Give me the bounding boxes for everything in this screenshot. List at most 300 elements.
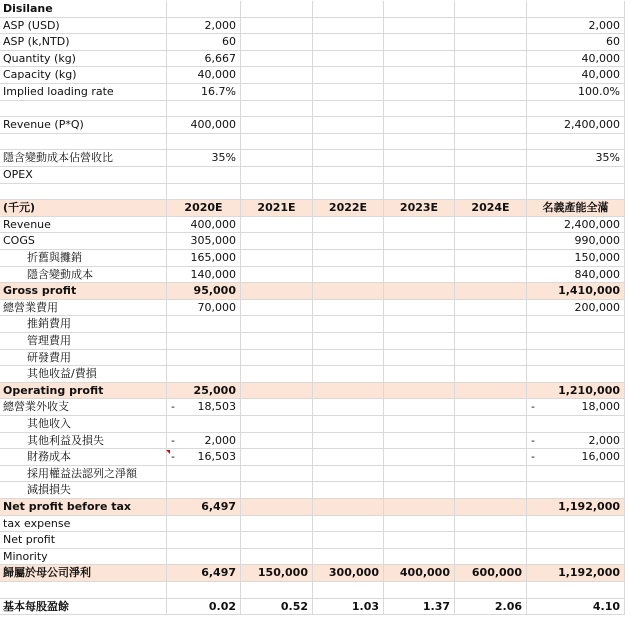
value-cell[interactable] [527,532,625,549]
cell-text: 1,192,000 [558,500,620,513]
row-label[interactable]: 其他收益/費損 [0,366,167,383]
sheet-row [0,184,625,201]
value-cell[interactable] [241,283,313,300]
value-cell[interactable] [455,1,527,18]
value-cell[interactable] [455,217,527,234]
row-label[interactable]: Revenue [0,217,167,234]
value-cell[interactable] [167,101,241,118]
negative-sign: - [531,433,535,447]
value-cell[interactable] [313,466,384,483]
value-cell[interactable] [167,549,241,566]
cell-text: 100.0% [578,85,620,98]
value-cell[interactable] [455,499,527,516]
cell-text: 1.03 [351,599,379,613]
row-label[interactable] [0,134,167,151]
value-cell[interactable] [313,366,384,383]
value-cell[interactable] [384,549,455,566]
value-cell[interactable] [241,549,313,566]
value-cell[interactable] [241,333,313,350]
value-cell[interactable] [527,233,625,250]
value-cell[interactable] [313,101,384,118]
cell-text: 2,000 [588,18,620,32]
value-cell[interactable] [384,267,455,284]
value-cell[interactable] [455,565,527,582]
value-cell[interactable] [527,134,625,151]
sheet-row [0,134,625,151]
value-cell[interactable] [455,449,527,466]
row-label[interactable]: Implied loading rate [0,84,167,101]
row-label[interactable]: 基本每股盈餘 [0,599,167,616]
value-cell[interactable] [455,316,527,333]
cell-text: 600,000 [471,566,522,580]
value-cell[interactable] [455,582,527,599]
row-label[interactable]: 折舊與攤銷 [0,250,167,267]
value-cell[interactable] [241,466,313,483]
value-cell[interactable] [167,1,241,18]
value-cell[interactable] [313,449,384,466]
value-cell[interactable] [384,84,455,101]
value-cell[interactable] [167,416,241,433]
value-cell[interactable] [527,582,625,599]
cell-text: 1.37 [422,599,450,613]
value-cell[interactable] [241,532,313,549]
value-cell[interactable] [384,582,455,599]
value-cell[interactable] [313,383,384,400]
value-cell[interactable] [384,366,455,383]
value-cell[interactable] [313,532,384,549]
cell-text: 2,000 [588,433,620,447]
value-cell[interactable] [313,582,384,599]
row-label[interactable]: 隱含變動成本 [0,267,167,284]
value-cell[interactable] [167,599,241,616]
value-cell[interactable] [527,516,625,533]
value-cell[interactable] [167,383,241,400]
value-cell[interactable] [384,399,455,416]
row-label[interactable]: ASP (USD) [0,18,167,35]
row-label[interactable]: 其他利益及損失 [0,433,167,450]
sheet-row [0,34,625,51]
value-cell[interactable] [241,217,313,234]
value-cell[interactable] [313,416,384,433]
value-cell[interactable] [455,333,527,350]
sheet-row [0,51,625,68]
row-label[interactable]: 管理費用 [0,333,167,350]
value-cell[interactable] [313,250,384,267]
value-cell[interactable] [167,117,241,134]
value-cell[interactable] [313,34,384,51]
value-cell[interactable] [241,117,313,134]
cell-text: 2020E [184,201,223,215]
value-cell[interactable] [455,233,527,250]
value-cell[interactable] [241,433,313,450]
value-cell[interactable] [384,184,455,201]
value-cell[interactable] [527,333,625,350]
value-cell[interactable] [527,399,625,416]
value-cell[interactable] [241,316,313,333]
value-cell[interactable] [455,383,527,400]
value-cell[interactable] [527,565,625,582]
column-header[interactable] [167,200,241,217]
value-cell[interactable] [167,34,241,51]
value-cell[interactable] [527,101,625,118]
column-header[interactable] [384,200,455,217]
value-cell[interactable] [313,433,384,450]
column-header[interactable] [313,200,384,217]
sheet-row [0,549,625,566]
sheet-row [0,366,625,383]
value-cell[interactable] [527,366,625,383]
value-cell[interactable] [241,184,313,201]
value-cell[interactable] [241,366,313,383]
row-label[interactable]: 總營業費用 [0,300,167,317]
value-cell[interactable] [384,18,455,35]
value-cell[interactable] [527,51,625,68]
cell-text: 2,400,000 [564,217,620,231]
row-label[interactable]: COGS [0,233,167,250]
value-cell[interactable] [241,565,313,582]
value-cell[interactable] [241,449,313,466]
value-cell[interactable] [241,399,313,416]
value-cell[interactable] [241,416,313,433]
value-cell[interactable] [527,316,625,333]
value-cell[interactable] [384,383,455,400]
value-cell[interactable] [167,217,241,234]
value-cell[interactable] [167,167,241,184]
value-cell[interactable] [455,300,527,317]
value-cell[interactable] [527,549,625,566]
value-cell[interactable] [313,84,384,101]
row-label[interactable] [0,101,167,118]
cell-text: 1,192,000 [558,566,620,580]
value-cell[interactable] [313,233,384,250]
value-cell[interactable] [167,134,241,151]
value-cell[interactable] [313,399,384,416]
row-label[interactable]: Quantity (kg) [0,51,167,68]
value-cell[interactable] [527,67,625,84]
column-header[interactable] [527,200,625,217]
value-cell[interactable] [241,101,313,118]
value-cell[interactable] [455,167,527,184]
sheet-row [0,565,625,582]
cell-text: 16,000 [581,450,620,464]
value-cell[interactable] [527,466,625,483]
value-cell[interactable] [384,416,455,433]
cell-text: 名義產能全滿 [542,201,609,215]
value-cell[interactable] [313,1,384,18]
value-cell[interactable] [527,482,625,499]
value-cell[interactable] [384,449,455,466]
value-cell[interactable] [455,466,527,483]
negative-sign: - [531,400,535,414]
value-cell[interactable] [527,499,625,516]
row-label[interactable]: 其他收入 [0,416,167,433]
row-label[interactable]: OPEX [0,167,167,184]
value-cell[interactable] [455,366,527,383]
negative-sign: - [531,450,535,464]
sheet-row [0,84,625,101]
value-cell[interactable] [167,399,241,416]
value-cell[interactable] [455,84,527,101]
value-cell[interactable] [167,18,241,35]
value-cell[interactable] [313,499,384,516]
value-cell[interactable] [241,134,313,151]
value-cell[interactable] [313,217,384,234]
value-cell[interactable] [167,499,241,516]
value-cell[interactable] [527,18,625,35]
value-cell[interactable] [313,167,384,184]
value-cell[interactable] [241,18,313,35]
cell-text: 40,000 [197,68,236,82]
value-cell[interactable] [167,516,241,533]
row-label[interactable]: 採用權益法認列之淨額 [0,466,167,483]
row-label[interactable]: (千元) [0,200,167,217]
value-cell[interactable] [241,516,313,533]
row-label[interactable]: Net profit [0,532,167,549]
value-cell[interactable] [527,117,625,134]
row-label[interactable]: tax expense [0,516,167,533]
row-label[interactable]: Gross profit [0,283,167,300]
value-cell[interactable] [313,267,384,284]
value-cell[interactable] [313,51,384,68]
value-cell[interactable] [384,250,455,267]
row-label[interactable]: 減損損失 [0,482,167,499]
value-cell[interactable] [313,549,384,566]
value-cell[interactable] [167,150,241,167]
value-cell[interactable] [313,150,384,167]
value-cell[interactable] [241,233,313,250]
cell-text: 35% [211,151,236,165]
sheet-row [0,433,625,450]
value-cell[interactable] [241,167,313,184]
row-label[interactable]: ASP (k,NTD) [0,34,167,51]
row-label[interactable]: Net profit before tax [0,499,167,516]
row-label[interactable]: 推銷費用 [0,316,167,333]
cell-text: 16,503 [197,450,236,464]
value-cell[interactable] [384,532,455,549]
value-cell[interactable] [313,67,384,84]
value-cell[interactable] [313,565,384,582]
value-cell[interactable] [527,84,625,101]
value-cell[interactable] [313,482,384,499]
value-cell[interactable] [313,316,384,333]
value-cell[interactable] [455,184,527,201]
sheet-row [0,316,625,333]
cell-text: 990,000 [574,234,620,248]
sheet-row [0,499,625,516]
value-cell[interactable] [384,1,455,18]
value-cell[interactable] [455,51,527,68]
value-cell[interactable] [313,599,384,616]
value-cell[interactable] [167,333,241,350]
value-cell[interactable] [241,599,313,616]
value-cell[interactable] [384,300,455,317]
value-cell[interactable] [455,250,527,267]
sheet-row [0,350,625,367]
value-cell[interactable] [241,150,313,167]
value-cell[interactable] [384,167,455,184]
value-cell[interactable] [167,184,241,201]
value-cell[interactable] [313,300,384,317]
value-cell[interactable] [167,250,241,267]
sheet-row [0,1,625,18]
value-cell[interactable] [455,18,527,35]
value-cell[interactable] [455,267,527,284]
value-cell[interactable] [527,449,625,466]
value-cell[interactable] [384,466,455,483]
value-cell[interactable] [455,433,527,450]
value-cell[interactable] [527,150,625,167]
row-label[interactable]: 總營業外收支 [0,399,167,416]
value-cell[interactable] [241,67,313,84]
value-cell[interactable] [167,51,241,68]
value-cell[interactable] [167,482,241,499]
value-cell[interactable] [455,350,527,367]
sheet-row [0,599,625,616]
value-cell[interactable] [455,399,527,416]
value-cell[interactable] [455,416,527,433]
column-header[interactable] [455,200,527,217]
value-cell[interactable] [167,316,241,333]
column-header[interactable] [241,200,313,217]
value-cell[interactable] [384,565,455,582]
value-cell[interactable] [455,150,527,167]
value-cell[interactable] [241,84,313,101]
value-cell[interactable] [384,283,455,300]
value-cell[interactable] [527,184,625,201]
value-cell[interactable] [241,300,313,317]
value-cell[interactable] [384,101,455,118]
value-cell[interactable] [241,267,313,284]
value-cell[interactable] [527,599,625,616]
value-cell[interactable] [527,1,625,18]
value-cell[interactable] [384,316,455,333]
row-label[interactable]: Minority [0,549,167,566]
value-cell[interactable] [241,34,313,51]
value-cell[interactable] [313,18,384,35]
value-cell[interactable] [384,333,455,350]
value-cell[interactable] [527,383,625,400]
value-cell[interactable] [241,482,313,499]
row-label[interactable] [0,582,167,599]
value-cell[interactable] [313,516,384,533]
value-cell[interactable] [167,84,241,101]
cell-text: 400,000 [399,566,450,580]
value-cell[interactable] [455,67,527,84]
value-cell[interactable] [167,582,241,599]
value-cell[interactable] [527,267,625,284]
value-cell[interactable] [313,283,384,300]
value-cell[interactable] [167,233,241,250]
value-cell[interactable] [241,383,313,400]
value-cell[interactable] [167,366,241,383]
value-cell[interactable] [527,350,625,367]
value-cell[interactable] [527,416,625,433]
value-cell[interactable] [527,167,625,184]
value-cell[interactable] [313,117,384,134]
row-label[interactable]: 財務成本 [0,449,167,466]
row-label[interactable]: 隱含變動成本佔營收比 [0,150,167,167]
value-cell[interactable] [455,532,527,549]
value-cell[interactable] [313,184,384,201]
value-cell[interactable] [455,134,527,151]
value-cell[interactable] [313,134,384,151]
value-cell[interactable] [167,283,241,300]
value-cell[interactable] [241,582,313,599]
value-cell[interactable] [167,67,241,84]
cell-text: 6,667 [204,51,236,65]
value-cell[interactable] [384,233,455,250]
row-label[interactable]: Capacity (kg) [0,67,167,84]
value-cell[interactable] [455,101,527,118]
value-cell[interactable] [384,134,455,151]
cell-text: 2022E [328,201,368,215]
value-cell[interactable] [241,350,313,367]
value-cell[interactable] [384,499,455,516]
value-cell[interactable] [384,117,455,134]
value-cell[interactable] [384,433,455,450]
value-cell[interactable] [167,267,241,284]
row-label[interactable]: 研發費用 [0,350,167,367]
value-cell[interactable] [167,433,241,450]
value-cell[interactable] [455,283,527,300]
value-cell[interactable] [384,51,455,68]
value-cell[interactable] [455,549,527,566]
value-cell[interactable] [384,516,455,533]
value-cell[interactable] [384,34,455,51]
value-cell[interactable] [455,516,527,533]
value-cell[interactable] [384,67,455,84]
value-cell[interactable] [455,117,527,134]
value-cell[interactable] [167,466,241,483]
row-label[interactable]: Operating profit [0,383,167,400]
value-cell[interactable] [527,34,625,51]
value-cell[interactable] [384,599,455,616]
value-cell[interactable] [384,350,455,367]
cell-text: 2,000 [204,433,236,447]
sheet-row [0,233,625,250]
value-cell[interactable] [167,350,241,367]
cell-text: 300,000 [328,566,379,580]
value-cell[interactable] [241,1,313,18]
value-cell[interactable] [241,499,313,516]
value-cell[interactable] [455,482,527,499]
value-cell[interactable] [527,300,625,317]
value-cell[interactable] [313,333,384,350]
value-cell[interactable] [167,532,241,549]
value-cell[interactable] [167,449,241,466]
value-cell[interactable] [527,250,625,267]
value-cell[interactable] [527,283,625,300]
row-label[interactable]: Disilane [0,1,167,18]
row-label[interactable]: Revenue (P*Q) [0,117,167,134]
row-label[interactable]: 歸屬於母公司淨利 [0,565,167,582]
value-cell[interactable] [313,350,384,367]
cell-text: 25,000 [193,383,236,397]
sheet-row [0,582,625,599]
value-cell[interactable] [527,433,625,450]
value-cell[interactable] [384,482,455,499]
value-cell[interactable] [167,300,241,317]
value-cell[interactable] [167,565,241,582]
value-cell[interactable] [455,599,527,616]
value-cell[interactable] [455,34,527,51]
value-cell[interactable] [241,250,313,267]
value-cell[interactable] [241,51,313,68]
value-cell[interactable] [527,217,625,234]
value-cell[interactable] [384,150,455,167]
value-cell[interactable] [384,217,455,234]
row-label[interactable] [0,184,167,201]
